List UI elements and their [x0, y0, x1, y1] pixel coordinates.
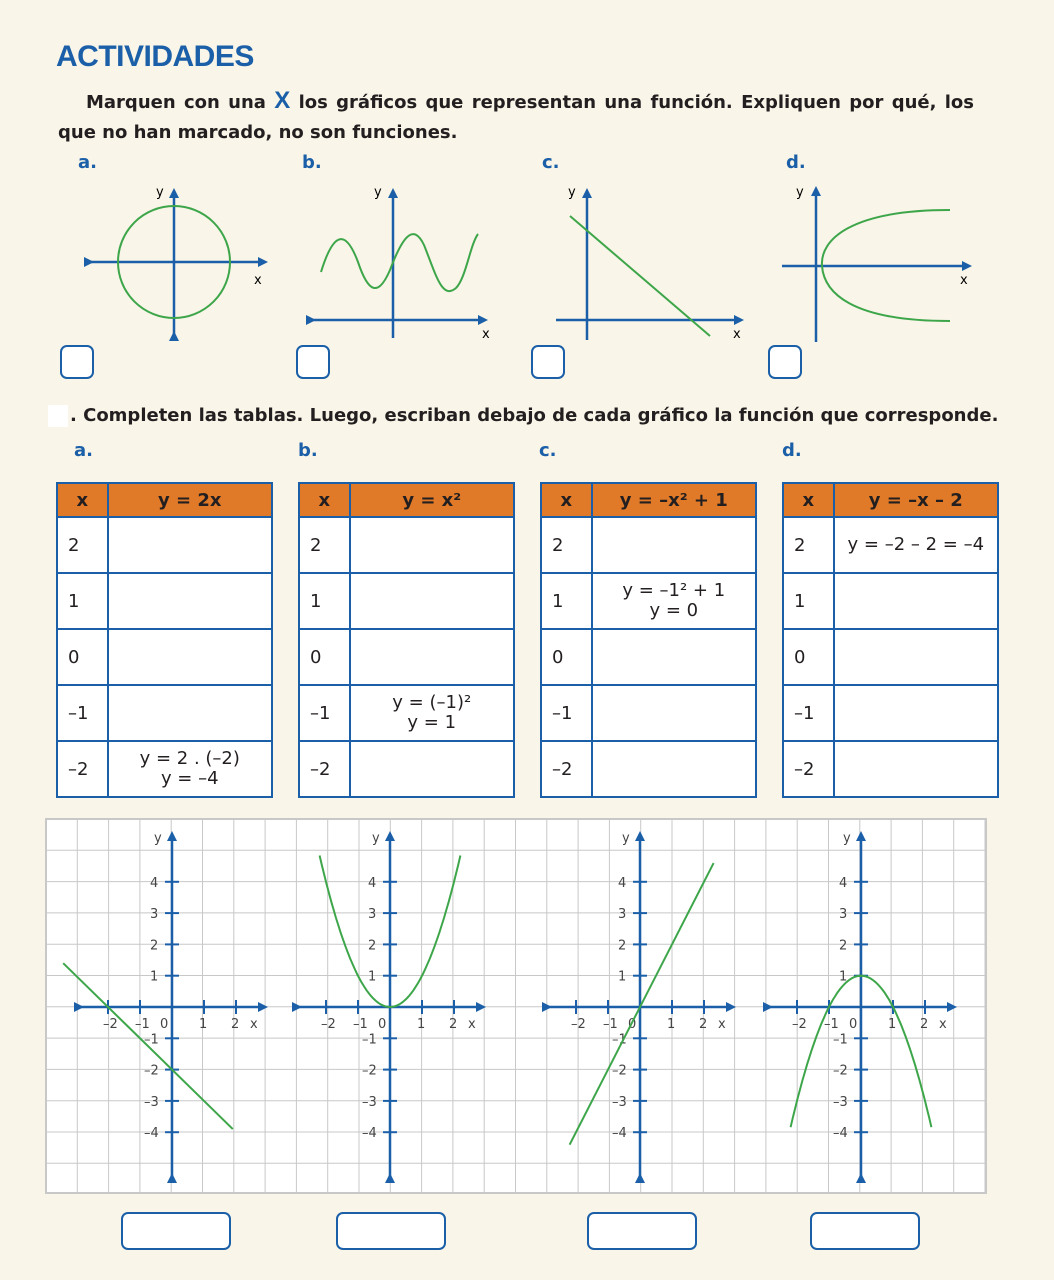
table-row — [783, 629, 998, 685]
x-tick-label: 2 — [699, 1017, 708, 1032]
table-row — [783, 685, 998, 741]
x-tick-label: 1 — [888, 1017, 897, 1032]
x-value: 2 — [57, 517, 108, 573]
graph-b-wave — [312, 185, 490, 342]
table-row — [541, 629, 756, 685]
table-row — [57, 573, 272, 629]
y-axis-label: y — [843, 831, 851, 846]
table-c — [540, 482, 757, 798]
header-x: x — [783, 483, 834, 517]
x-mark: X — [274, 87, 291, 114]
table-row — [783, 517, 998, 573]
cell-line: y = –1² + 1 — [622, 580, 726, 601]
axis-y-d: y — [796, 185, 804, 200]
x-tick-label: –2 — [792, 1017, 807, 1032]
table-row — [299, 517, 514, 573]
table-row — [541, 517, 756, 573]
header-x: x — [299, 483, 350, 517]
y-cell[interactable] — [592, 629, 756, 685]
table-row — [783, 741, 998, 797]
y-tick-label: 1 — [839, 969, 848, 985]
x-tick-label: 1 — [667, 1017, 676, 1032]
axis-x-b: x — [482, 327, 490, 342]
x-tick-label: 2 — [920, 1017, 929, 1032]
axis-x-c: x — [733, 327, 741, 342]
y-tick-label: 2 — [150, 938, 159, 954]
y-tick-label: –1 — [144, 1032, 159, 1048]
cell-line: y = 2 . (–2) — [139, 748, 240, 769]
y-tick-label: 4 — [618, 875, 627, 891]
cell-line: y = 0 — [649, 600, 699, 621]
y-cell[interactable] — [108, 517, 272, 573]
header-x: x — [541, 483, 592, 517]
y-cell[interactable] — [592, 573, 756, 629]
header-y: y = –x² + 1 — [592, 483, 756, 517]
label-a: a. — [78, 152, 97, 173]
cell-line: y = –4 — [160, 768, 219, 789]
y-cell[interactable] — [592, 517, 756, 573]
y-tick-label: –3 — [362, 1094, 377, 1110]
y-cell[interactable] — [350, 741, 515, 797]
graph-d-parabola — [782, 185, 968, 342]
axis-x-d: x — [960, 273, 968, 288]
x-value: 0 — [783, 629, 834, 685]
y-cell[interactable] — [108, 685, 272, 741]
table-row — [541, 573, 756, 629]
label-d: d. — [786, 152, 806, 173]
y-tick-label: 3 — [150, 907, 159, 923]
y-cell[interactable] — [350, 685, 515, 741]
y-cell[interactable] — [834, 741, 998, 797]
header-y: y = x² — [350, 483, 515, 517]
y-tick-label: 1 — [150, 969, 159, 985]
y-tick-label: –1 — [833, 1032, 848, 1048]
cell-line: y = (–1)² — [392, 692, 472, 713]
table-row — [299, 629, 514, 685]
y-cell[interactable] — [350, 629, 515, 685]
x-axis-label: x — [250, 1017, 258, 1032]
table-row — [299, 573, 514, 629]
x-tick-label: –1 — [603, 1017, 618, 1032]
y-tick-label: 3 — [839, 907, 848, 923]
y-tick-label: –2 — [362, 1063, 377, 1079]
table-header — [541, 483, 756, 517]
x-value: –1 — [57, 685, 108, 741]
y-tick-label: 4 — [839, 875, 848, 891]
y-tick-label: –1 — [612, 1032, 627, 1048]
y-tick-label: –4 — [144, 1126, 159, 1142]
y-tick-label: 4 — [150, 875, 159, 891]
table-row — [299, 685, 514, 741]
table-header — [783, 483, 998, 517]
cell-line: y = –2 – 2 = –4 — [847, 534, 985, 555]
table-header — [299, 483, 514, 517]
checkbox-d[interactable] — [768, 345, 802, 379]
y-tick-label: 3 — [618, 907, 627, 923]
x-value: 0 — [57, 629, 108, 685]
x-value: 1 — [783, 573, 834, 629]
graph-c-line — [556, 185, 741, 342]
x-axis-label: x — [939, 1017, 947, 1032]
page-title: ACTIVIDADES — [56, 40, 254, 73]
y-tick-label: –4 — [362, 1126, 377, 1142]
function-graphs — [0, 815, 1054, 1205]
y-cell[interactable] — [108, 741, 272, 797]
y-cell[interactable] — [834, 573, 998, 629]
x-value: –1 — [541, 685, 592, 741]
label-c: c. — [542, 152, 560, 173]
y-tick-label: –3 — [144, 1094, 159, 1110]
x-value: 1 — [299, 573, 350, 629]
x-axis-label: x — [468, 1017, 476, 1032]
y-tick-label: –2 — [833, 1063, 848, 1079]
y-axis-label: y — [372, 831, 380, 846]
x-tick-label: 0 — [160, 1017, 169, 1032]
x-value: –1 — [783, 685, 834, 741]
y-tick-label: –3 — [612, 1094, 627, 1110]
checkbox-a[interactable] — [60, 345, 94, 379]
x-tick-label: –1 — [824, 1017, 839, 1032]
y-tick-label: –4 — [612, 1126, 627, 1142]
activity1-graphs — [0, 170, 1054, 370]
y-cell[interactable] — [350, 517, 515, 573]
table-row — [57, 741, 272, 797]
y-tick-label: 2 — [368, 938, 377, 954]
label2-b: b. — [298, 440, 318, 461]
x-value: 2 — [541, 517, 592, 573]
x-value: –1 — [299, 685, 350, 741]
x-value: –2 — [783, 741, 834, 797]
checkbox-b[interactable] — [296, 345, 330, 379]
axis-x-a: x — [254, 273, 262, 288]
y-tick-label: –1 — [362, 1032, 377, 1048]
y-tick-label: 1 — [618, 969, 627, 985]
x-axis-label: x — [718, 1017, 726, 1032]
y-cell[interactable] — [834, 629, 998, 685]
x-tick-label: –2 — [103, 1017, 118, 1032]
header-y: y = 2x — [108, 483, 272, 517]
answer-box-b[interactable] — [336, 1212, 446, 1250]
x-tick-label: 1 — [417, 1017, 426, 1032]
table-b — [298, 482, 515, 798]
y-cell[interactable] — [592, 741, 756, 797]
x-tick-label: 2 — [449, 1017, 458, 1032]
table-row — [57, 685, 272, 741]
table-row — [299, 741, 514, 797]
table-row — [783, 573, 998, 629]
y-axis-label: y — [622, 831, 630, 846]
y-cell[interactable] — [350, 573, 515, 629]
x-value: 1 — [57, 573, 108, 629]
label-b: b. — [302, 152, 322, 173]
x-tick-label: 0 — [849, 1017, 858, 1032]
y-tick-label: –3 — [833, 1094, 848, 1110]
x-value: 2 — [299, 517, 350, 573]
y-tick-label: 2 — [839, 938, 848, 954]
y-tick-label: 1 — [368, 969, 377, 985]
answer-box-c[interactable] — [587, 1212, 697, 1250]
y-tick-label: 4 — [368, 875, 377, 891]
table-a — [56, 482, 273, 798]
x-value: –2 — [57, 741, 108, 797]
table-row — [541, 685, 756, 741]
activity1-instruction: Marquen con una X los gráficos que representan una función. Expliquen por qué, los que no han marcado, no son funciones. — [58, 87, 974, 143]
axis-y-c: y — [568, 185, 576, 200]
x-tick-label: –1 — [135, 1017, 150, 1032]
table-d — [782, 482, 999, 798]
activity2-instruction: . Completen las tablas. Luego, escriban debajo de cada gráfico la función que corresponde. — [48, 405, 998, 427]
y-cell[interactable] — [592, 685, 756, 741]
answer-box-d[interactable] — [810, 1212, 920, 1250]
x-tick-label: 0 — [378, 1017, 387, 1032]
x-value: 0 — [541, 629, 592, 685]
x-value: 1 — [541, 573, 592, 629]
y-tick-label: 2 — [618, 938, 627, 954]
y-axis-label: y — [154, 831, 162, 846]
checkbox-c[interactable] — [531, 345, 565, 379]
table-row — [57, 629, 272, 685]
axis-y-a: y — [156, 185, 164, 200]
y-tick-label: –2 — [144, 1063, 159, 1079]
table-row — [541, 741, 756, 797]
x-value: 2 — [783, 517, 834, 573]
x-tick-label: –2 — [571, 1017, 586, 1032]
x-value: –2 — [299, 741, 350, 797]
header-x: x — [57, 483, 108, 517]
x-tick-label: –2 — [321, 1017, 336, 1032]
x-value: 0 — [299, 629, 350, 685]
table-row — [57, 517, 272, 573]
label2-d: d. — [782, 440, 802, 461]
y-cell[interactable] — [834, 685, 998, 741]
y-cell[interactable] — [834, 517, 998, 573]
y-cell[interactable] — [108, 629, 272, 685]
x-tick-label: 0 — [628, 1017, 637, 1032]
y-cell[interactable] — [108, 573, 272, 629]
header-y: y = –x – 2 — [834, 483, 998, 517]
y-tick-label: –4 — [833, 1126, 848, 1142]
x-value: –2 — [541, 741, 592, 797]
x-tick-label: –1 — [353, 1017, 368, 1032]
x-tick-label: 1 — [199, 1017, 208, 1032]
cell-line: y = 1 — [407, 712, 457, 733]
answer-box-a[interactable] — [121, 1212, 231, 1250]
label2-a: a. — [74, 440, 93, 461]
graph-a-circle — [90, 185, 264, 335]
y-tick-label: –2 — [612, 1063, 627, 1079]
axis-y-b: y — [374, 185, 382, 200]
label2-c: c. — [539, 440, 557, 461]
table-header — [57, 483, 272, 517]
x-tick-label: 2 — [231, 1017, 240, 1032]
y-tick-label: 3 — [368, 907, 377, 923]
